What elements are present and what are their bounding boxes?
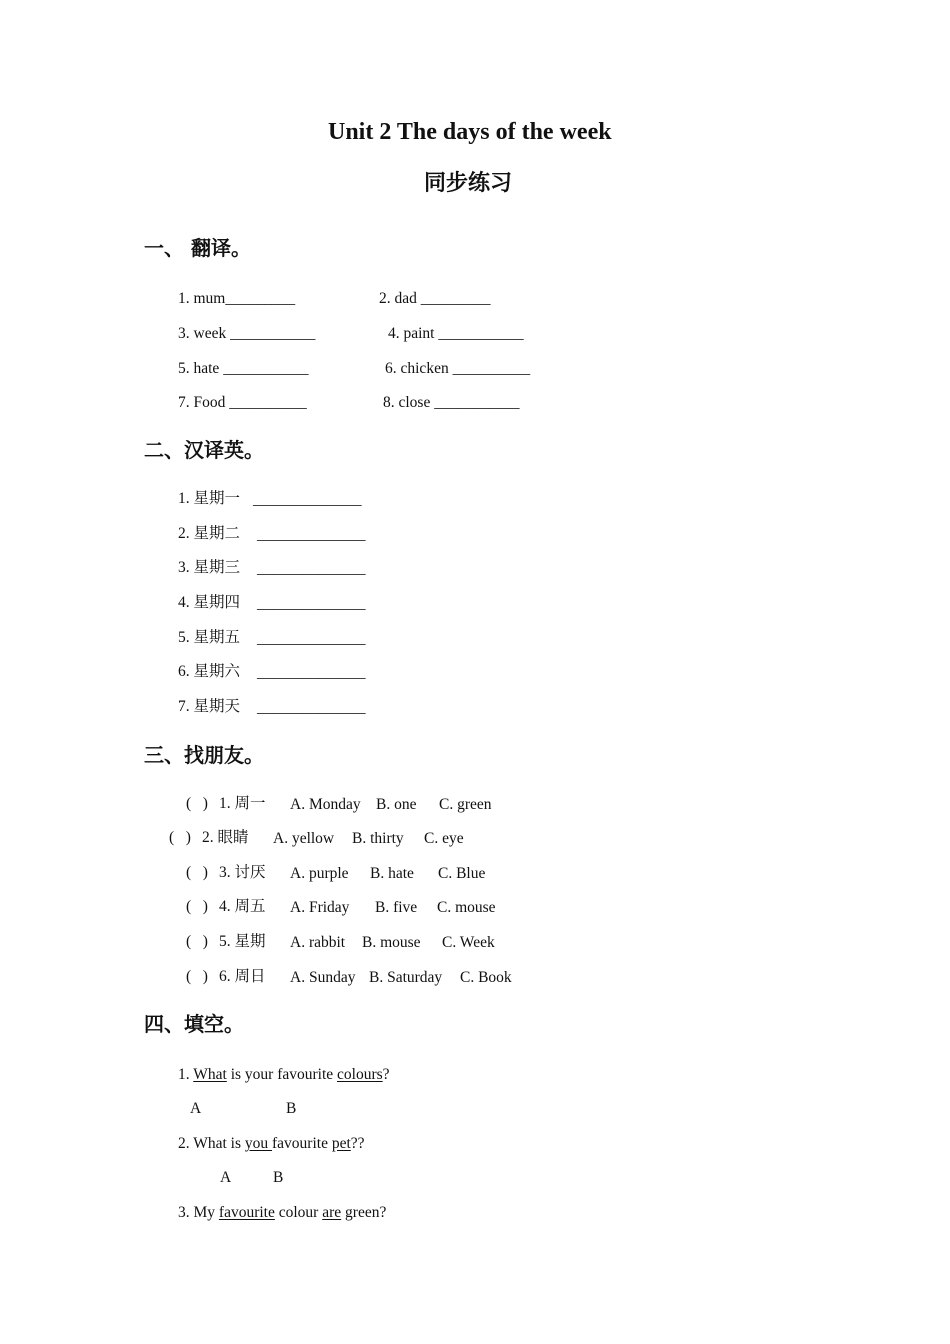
match-label: 6. 周日	[219, 968, 266, 985]
match-bracket: ( )	[186, 968, 208, 985]
match-label: 4. 周五	[219, 898, 266, 915]
question-text: favourite	[272, 1135, 332, 1152]
underlined-word: pet	[331, 1135, 351, 1152]
underlined-word: colours	[337, 1066, 383, 1083]
option-letter-a: A	[220, 1169, 232, 1186]
fill-question-3	[178, 1205, 386, 1221]
translate-item: 8. close ___________	[383, 394, 520, 411]
match-bracket: ( )	[186, 898, 208, 915]
match-label: 2. 眼睛	[202, 829, 249, 846]
section-heading-cn-to-en: 二、汉译英。	[144, 438, 264, 462]
match-option-b: B. mouse	[362, 934, 421, 951]
match-option-b: B. hate	[370, 865, 414, 882]
cn-en-item-blank: ______________	[253, 491, 362, 508]
match-option-a: A. yellow	[273, 830, 335, 847]
translate-item: 7. Food __________	[178, 394, 307, 411]
match-option-b: B. thirty	[352, 830, 404, 847]
match-option-b: B. one	[376, 796, 417, 813]
cn-en-item-blank: ______________	[257, 560, 366, 577]
option-letter-a: A	[190, 1100, 202, 1117]
translate-item: 6. chicken __________	[385, 360, 531, 377]
cn-en-item-label: 5. 星期五	[178, 629, 241, 646]
match-option-c: C. Blue	[438, 865, 486, 882]
section-heading-fill: 四、填空。	[144, 1012, 244, 1036]
match-bracket: ( )	[186, 795, 208, 812]
underlined-word: favourite	[218, 1204, 275, 1221]
cn-en-item-label: 6. 星期六	[178, 663, 241, 680]
underlined-word: What	[193, 1066, 227, 1083]
match-option-a: A. Sunday	[290, 969, 356, 986]
translate-item: 5. hate ___________	[178, 360, 309, 377]
cn-en-item-blank: ______________	[257, 699, 366, 716]
translate-item: 4. paint ___________	[388, 325, 524, 342]
match-option-c: C. Week	[442, 934, 495, 951]
match-option-c: C. mouse	[437, 899, 496, 916]
match-option-c: C. Book	[460, 969, 512, 986]
match-label: 5. 星期	[219, 933, 266, 950]
cn-en-item-blank: ______________	[257, 595, 366, 612]
question-text: colour	[274, 1204, 323, 1221]
match-option-a: A. purple	[290, 865, 349, 882]
match-option-a: A. rabbit	[290, 934, 346, 951]
match-bracket: ( )	[186, 864, 208, 881]
cn-en-item-label: 2. 星期二	[178, 525, 241, 542]
section-heading-match: 三、找朋友。	[144, 743, 264, 767]
question-text: ??	[350, 1135, 365, 1152]
underlined-word: are	[322, 1204, 342, 1221]
question-text: 3. My	[178, 1204, 219, 1221]
match-option-a: A. Friday	[290, 899, 350, 916]
match-option-a: A. Monday	[290, 796, 361, 813]
question-text: ?	[382, 1066, 390, 1083]
match-label: 1. 周一	[219, 795, 266, 812]
option-letter-b: B	[273, 1169, 284, 1186]
fill-question-2	[178, 1136, 365, 1152]
section-heading-translate: 一、 翻译。	[144, 236, 251, 260]
match-option-b: B. Saturday	[369, 969, 443, 986]
cn-en-item-label: 3. 星期三	[178, 559, 241, 576]
translate-item: 1. mum_________	[178, 290, 296, 307]
question-text: is your favourite	[226, 1066, 338, 1083]
question-text: 1.	[178, 1066, 194, 1083]
cn-en-item-label: 7. 星期天	[178, 698, 241, 715]
match-bracket: ( )	[169, 829, 191, 846]
underlined-word: you	[244, 1135, 272, 1152]
cn-en-item-blank: ______________	[257, 664, 366, 681]
question-text: green?	[341, 1204, 387, 1221]
match-label: 3. 讨厌	[219, 864, 266, 881]
translate-item: 3. week ___________	[178, 325, 316, 342]
translate-item: 2. dad _________	[379, 290, 491, 307]
cn-en-item-blank: ______________	[257, 526, 366, 543]
match-option-c: C. eye	[424, 830, 464, 847]
page-title: Unit 2 The days of the week	[328, 119, 612, 145]
cn-en-item-label: 1. 星期一	[178, 490, 241, 507]
page-subtitle: 同步练习	[424, 171, 513, 196]
match-option-c: C. green	[439, 796, 492, 813]
question-text: 2. What is	[178, 1135, 245, 1152]
cn-en-item-label: 4. 星期四	[178, 594, 241, 611]
match-option-b: B. five	[375, 899, 418, 916]
cn-en-item-blank: ______________	[257, 630, 366, 647]
match-bracket: ( )	[186, 933, 208, 950]
option-letter-b: B	[286, 1100, 297, 1117]
fill-question-1	[178, 1067, 390, 1083]
